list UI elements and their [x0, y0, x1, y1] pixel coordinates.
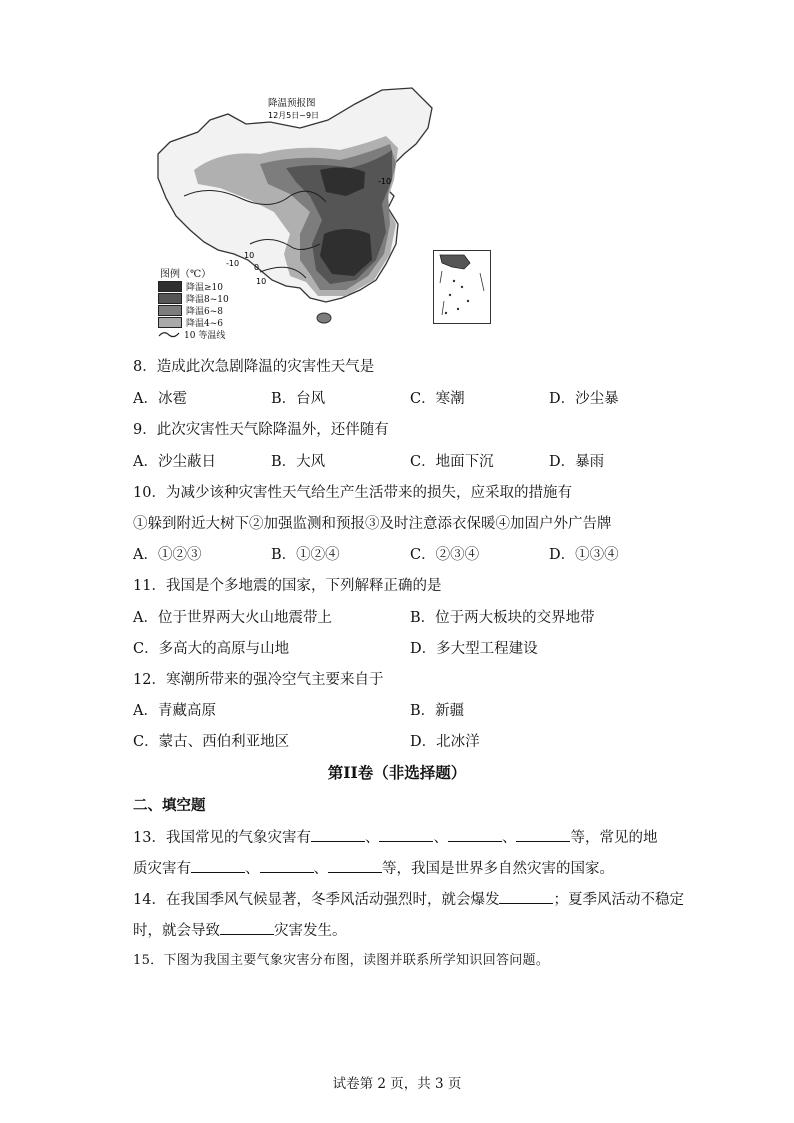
q11-option-a[interactable]: A．位于世界两大火山地震带上	[133, 610, 332, 626]
map-title: 降温预报图	[268, 98, 316, 109]
q13-text: 等，常见的地	[570, 830, 658, 846]
q14-text: 时，就会导致	[133, 923, 220, 939]
q11-option-b[interactable]: B．位于两大板块的交界地带	[410, 610, 595, 626]
section-heading: 二、填空题	[133, 797, 206, 814]
isotherm-label: 10	[244, 251, 255, 260]
legend-swatch	[158, 317, 182, 328]
answer-blank[interactable]	[328, 858, 382, 873]
legend-swatch	[158, 281, 182, 292]
q12-option-b[interactable]: B．新疆	[410, 703, 465, 719]
answer-blank[interactable]	[311, 827, 365, 842]
question-12-stem: 12．寒潮所带来的强冷空气主要来自于	[133, 672, 384, 688]
q10-option-c[interactable]: C．②③④	[410, 547, 480, 563]
question-15-stem: 15．下图为我国主要气象灾害分布图，读图并联系所学知识回答问题。	[133, 953, 550, 968]
part-2-heading: 第II卷（非选择题）	[327, 763, 467, 782]
q13-sep: 、	[245, 861, 260, 877]
q12-option-a[interactable]: A．青藏高原	[133, 703, 216, 719]
question-14-line-2	[133, 920, 347, 941]
q11-option-c[interactable]: C．多高大的高原与山地	[133, 641, 290, 657]
answer-blank[interactable]	[499, 889, 553, 904]
answer-blank[interactable]	[448, 827, 502, 842]
isotherm-line-icon	[158, 330, 180, 339]
legend-label: 10 等温线	[184, 331, 226, 341]
q13-text: 等，我国是世界多自然灾害的国家。	[382, 861, 614, 877]
inset-map	[434, 251, 490, 323]
q10-option-a[interactable]: A．①②③	[133, 547, 202, 563]
legend-label: 降温≥10	[186, 283, 223, 293]
q8-option-a[interactable]: A．冰雹	[133, 391, 187, 407]
q9-option-c[interactable]: C．地面下沉	[410, 454, 494, 470]
page-footer: 试卷第 2 页，共 3 页	[332, 1076, 462, 1092]
question-10-stem: 10．为减少该种灾害性天气给生产生活带来的损失，应采取的措施有	[133, 485, 572, 501]
q13-text: 质灾害有	[133, 861, 191, 877]
question-14-line-1	[133, 889, 684, 910]
question-8-stem: 8．造成此次急剧降温的灾害性天气是	[133, 359, 375, 375]
question-10-statements: ①躲到附近大树下②加强监测和预报③及时注意添衣保暖④加固户外广告牌	[133, 516, 612, 532]
legend-label: 降温6~8	[186, 307, 223, 317]
q12-option-d[interactable]: D．北冰洋	[410, 734, 480, 750]
legend-label: 降温8~10	[186, 295, 229, 305]
q12-option-c[interactable]: C．蒙古、西伯利亚地区	[133, 734, 290, 750]
q10-option-b[interactable]: B．①②④	[271, 547, 340, 563]
isotherm-label: -10	[378, 177, 392, 186]
q9-option-d[interactable]: D．暴雨	[549, 454, 605, 470]
answer-blank[interactable]	[220, 920, 274, 935]
q11-option-d[interactable]: D．多大型工程建设	[410, 641, 538, 657]
q14-text: ；夏季风活动不稳定	[553, 892, 684, 908]
isotherm-label: 0	[254, 263, 260, 272]
question-11-stem: 11．我国是个多地震的国家，下列解释正确的是	[133, 578, 442, 594]
answer-blank[interactable]	[260, 858, 314, 873]
q13-sep: 、	[313, 861, 328, 877]
south-china-sea-inset	[433, 250, 491, 324]
legend-label: 降温4~6	[186, 319, 223, 329]
q14-text: 灾害发生。	[274, 923, 347, 939]
answer-blank[interactable]	[379, 827, 433, 842]
q8-option-d[interactable]: D．沙尘暴	[549, 391, 619, 407]
isotherm-label: 10	[256, 277, 267, 286]
map-subtitle: 12月5日~9日	[268, 111, 320, 120]
q9-option-a[interactable]: A．沙尘蔽日	[133, 454, 216, 470]
question-13-line-1	[133, 827, 657, 848]
q13-sep: 、	[433, 830, 448, 846]
answer-blank[interactable]	[191, 858, 245, 873]
q8-option-c[interactable]: C．寒潮	[410, 391, 465, 407]
legend-item	[158, 328, 225, 341]
q13-text: 13．我国常见的气象灾害有	[133, 830, 311, 846]
q13-sep: 、	[364, 830, 380, 846]
q14-text: 14．在我国季风气候显著，冬季风活动强烈时，就会爆发	[133, 892, 500, 908]
q10-option-d[interactable]: D．①③④	[549, 547, 619, 563]
answer-blank[interactable]	[516, 827, 570, 842]
q13-sep: 、	[501, 830, 517, 846]
legend-swatch	[158, 305, 182, 316]
q9-option-b[interactable]: B．大风	[271, 454, 326, 470]
legend-swatch	[158, 293, 182, 304]
isotherm-label: -10	[226, 259, 240, 268]
legend-title: 图例（℃）	[160, 269, 212, 280]
question-9-stem: 9．此次灾害性天气除降温外，还伴随有	[133, 422, 389, 438]
question-13-line-2	[133, 858, 614, 879]
q8-option-b[interactable]: B．台风	[271, 391, 326, 407]
